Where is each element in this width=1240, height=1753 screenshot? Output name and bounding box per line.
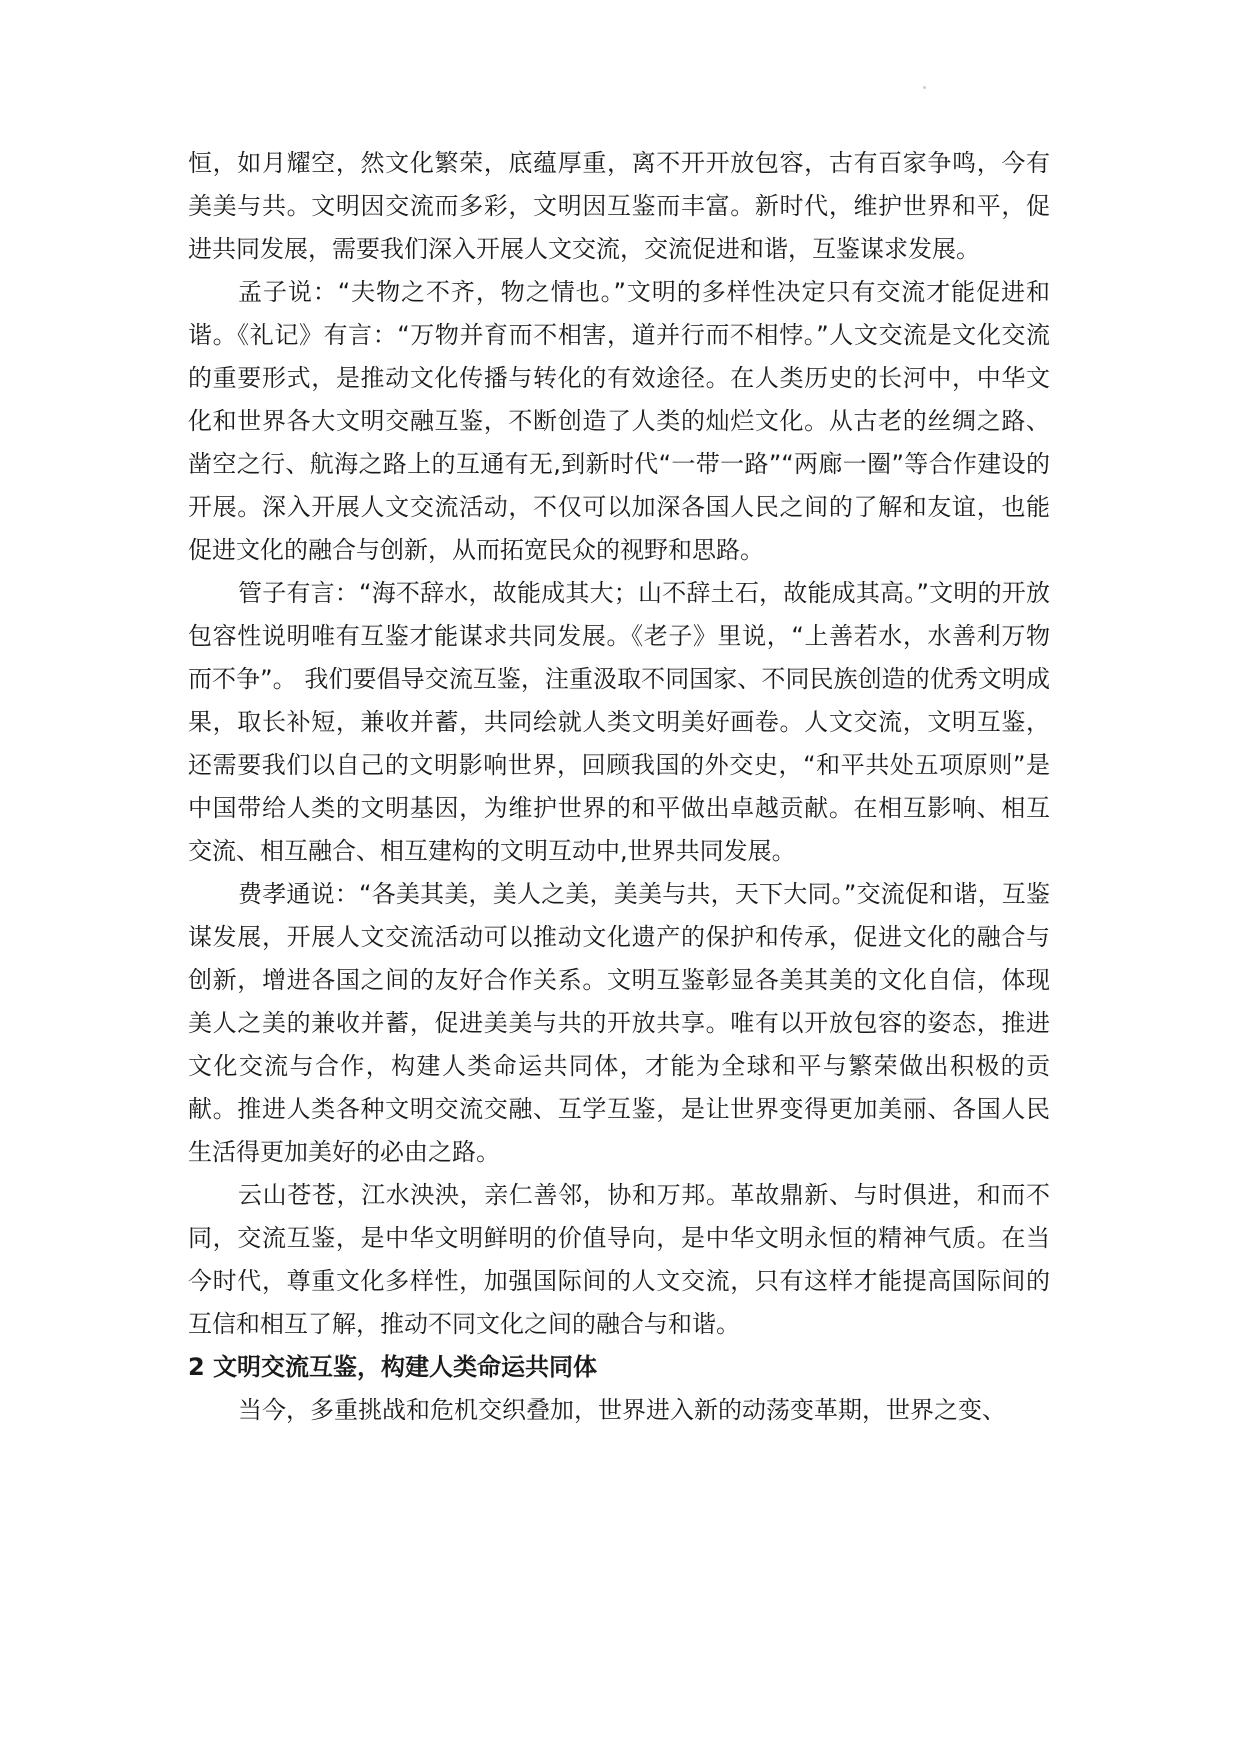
paragraph-continuation: 恒，如月耀空，然文化繁荣，底蕴厚重，离不开开放包容，古有百家争鸣，今有美美与共。文明因交流而多彩，文明因互鉴而丰富。新时代，维护世界和平，促进共同发展，需要我们深入开展人文交流，交流促进和谐，互鉴谋求发展。: [188, 149, 1050, 263]
document-body: [188, 142, 1050, 1432]
paragraph-conclusion: 云山苍苍，江水泱泱，亲仁善邻，协和万邦。革故鼎新、与时俱进，和而不同，交流互鉴，是中华文明鲜明的价值导向，是中华文明永恒的精神气质。在当今时代，尊重文化多样性，加强国际间的人文交流，只有这样才能提高国际间的互信和相互了解，推动不同文化之间的融合与和谐。: [188, 1181, 1050, 1338]
paragraph-mencius: 孟子说：“夫物之不齐，物之情也。”文明的多样性决定只有交流才能促进和谐。《礼记》有言：“万物并育而不相害，道并行而不相悖。”人文交流是文化交流的重要形式，是推动文化传播与转化的有效途径。在人类历史的长河中，中华文化和世界各大文明交融互鉴，不断创造了人类的灿烂文化。从古老的丝绸之路、凿空之行、航海之路上的互通有无,到新时代“一带一路”“两廊一圈”等合作建设的开展。深入开展人文交流活动，不仅可以加深各国人民之间的了解和友谊，也能促进文化的融合与创新，从而拓宽民众的视野和思路。: [188, 278, 1050, 564]
section-heading: 2 文明交流互鉴，构建人类命运共同体: [188, 1353, 598, 1381]
paragraph-guanzi: 管子有言：“海不辞水，故能成其大；山不辞土石，故能成其高。”文明的开放包容性说明唯有互鉴才能谋求共同发展。《老子》里说，“上善若水，水善利万物而不争”。 我们要倡导交流互鉴，注重汲取不同国家、不同民族创造的优秀文明成果，取长补短，兼收并蓄，共同绘就人类文明美好画卷。人文交流，文明互鉴，还需要我们以自己的文明影响世界，回顾我国的外交史，“和平共处五项原则”是中国带给人类的文明基因，为维护世界的和平做出卓越贡献。在相互影响、相互交流、相互融合、相互建构的文明互动中,世界共同发展。: [188, 579, 1050, 865]
paragraph-fei-xiaotong: 费孝通说：“各美其美，美人之美，美美与共，天下大同。”交流促和谐，互鉴谋发展，开展人文交流活动可以推动文化遗产的保护和传承，促进文化的融合与创新，增进各国之间的友好合作关系。文明互鉴彰显各美其美的文化自信，体现美人之美的兼收并蓄，促进美美与共的开放共享。唯有以开放包容的姿态，推进文化交流与合作，构建人类命运共同体，才能为全球和平与繁荣做出积极的贡献。推进人类各种文明交流交融、互学互鉴，是让世界变得更加美丽、各国人民生活得更加美好的必由之路。: [188, 880, 1050, 1166]
page-speck: [923, 86, 926, 89]
paragraph-section-start: 当今，多重挑战和危机交织叠加，世界进入新的动荡变革期，世界之变、: [238, 1396, 1006, 1424]
